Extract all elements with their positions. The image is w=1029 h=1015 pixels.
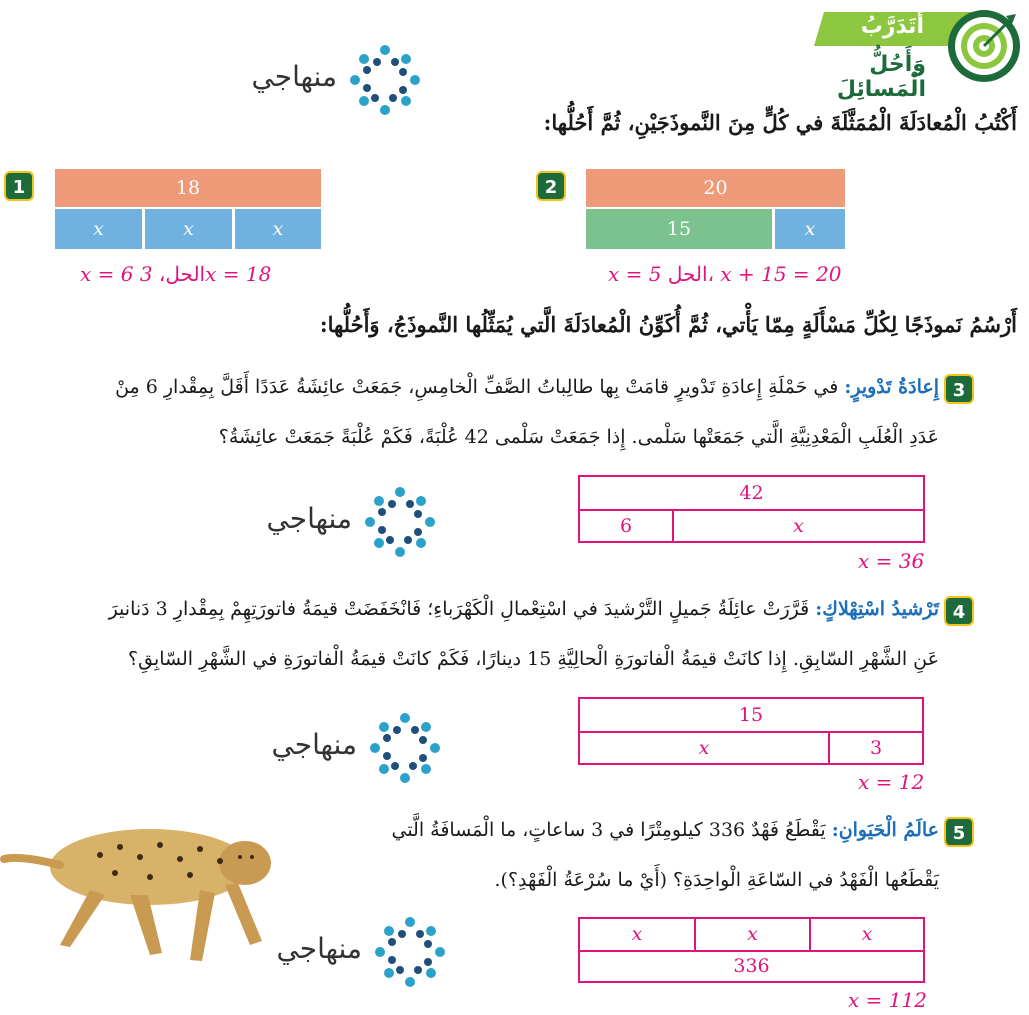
section-header-badge	[814, 8, 1024, 102]
problem5-title: عالَمُ الْحَيَوانِ:	[831, 819, 939, 841]
logo-text: منهاجي	[266, 502, 352, 535]
problem5-part-1: x	[631, 923, 643, 945]
problem3-total: 42	[739, 482, 764, 504]
manhaji-logo	[240, 482, 440, 562]
problem5-part-3: x	[861, 923, 873, 945]
question-number-2: 2	[536, 171, 566, 201]
model2-equation: x + 15 = 20	[720, 262, 842, 286]
problem3-model-table	[578, 475, 925, 543]
cheetah-image	[0, 795, 290, 975]
problem4-answer	[858, 770, 924, 794]
problem4-answer-text: x = 12	[858, 770, 925, 794]
problem5-part-2: x	[747, 923, 758, 945]
problem3-unknown: x	[793, 515, 804, 537]
model2-total-bar: 20	[586, 169, 845, 207]
problem3-line2: عَدَدِ الْعُلَبِ الْمَعْدِنِيَّةِ الَّتي جَمَعَتْها سَلْمى. إِذا جَمَعَتْ سَلْمى 42 عُلْبَةً، فَكَمْ عُلْبَةً جَمَعَتْ عائِشَةُ؟	[218, 426, 939, 448]
model2-answer: x = 5	[608, 262, 662, 286]
problem3-answer	[858, 549, 924, 573]
manhaji-emblem-icon	[370, 912, 450, 992]
model1-solution	[80, 262, 271, 286]
instruction-write-equations: أَكْتُبُ الْمُعادَلَةَ الْمُمَثَّلَةَ في كُلٍّ مِنَ النَّموذَجَيْنِ، ثُمَّ أَحُلُّها:	[543, 110, 1017, 135]
manhaji-emblem-icon	[360, 482, 440, 562]
problem5-line1	[391, 807, 939, 853]
question-number-4: 4	[944, 596, 974, 626]
model1-answer: x = 6	[80, 262, 134, 286]
problem5-text1: يَقْطَعُ فَهْدٌ 336 كيلومِتْرًا في 3 ساعاتٍ، ما الْمَسافَةُ الَّتي	[391, 819, 826, 841]
manhaji-logo	[245, 708, 445, 788]
model1-equation: 3x = 18	[139, 262, 272, 286]
problem5-model-table	[578, 917, 925, 983]
model2-known-part: 15	[586, 209, 772, 249]
problem4-difference: 3	[869, 737, 883, 759]
problem3-text1: في حَمْلَةِ إِعادَةِ تَدْويرٍ قامَتْ بِها طالِباتُ الصَّفِّ الْخامِسِ، جَمَعَتْ عائِشَةُ عَدَدًا أَقَلَّ بِمِقْدارِ 6 مِنْ	[115, 376, 839, 398]
model2-solution	[608, 262, 842, 286]
problem4-model-table	[578, 697, 924, 765]
question-number-1: 1	[4, 171, 34, 201]
model1-part-3: x	[235, 209, 321, 249]
header-title-bottom: وَأَحُلُّ الْمَسائِلَ	[836, 52, 926, 102]
problem5-answer-text: x = 112	[848, 988, 927, 1012]
model1-solution-label: الحل	[165, 262, 206, 286]
problem4-text1: قَرَّرَتْ عائِلَةُ جَميلٍ التَّرْشيدَ في اسْتِعْمالِ الْكَهْرَباءِ؛ فَانْخَفَضَتْ قيمَةُ فاتورَتِهِمْ بِمِقْدارِ 3 دَنانيرَ	[108, 598, 810, 620]
model2-sep: ،	[707, 262, 721, 286]
logo-text: منهاجي	[251, 60, 337, 93]
problem4-line1	[109, 586, 939, 632]
problem3-title: إِعادَةُ تَدْويرٍ:	[844, 376, 939, 398]
logo-text: منهاجي	[276, 932, 362, 965]
model1-total-bar: 18	[55, 169, 321, 207]
question-number-3: 3	[944, 374, 974, 404]
manhaji-emblem-icon	[365, 708, 445, 788]
manhaji-logo	[250, 912, 450, 992]
question-number-5: 5	[944, 817, 974, 847]
problem4-total: 15	[738, 704, 764, 726]
manhaji-emblem-icon	[345, 40, 425, 120]
model2-solution-label: الحل	[667, 262, 708, 286]
manhaji-logo	[225, 40, 425, 120]
model2-unknown-part: x	[775, 209, 845, 249]
problem5-total: 336	[733, 955, 770, 977]
header-title-top: أَتَدَرَّبُ	[860, 14, 924, 39]
model1-part-1: x	[55, 209, 142, 249]
problem3-answer-text: x = 36	[858, 549, 925, 573]
problem5-line2: يَقْطَعُها الْفَهْدُ في السّاعَةِ الْواحِدَةِ؟ (أَيْ ما سُرْعَةُ الْفَهْدِ؟).	[494, 869, 939, 891]
problem4-title: تَرْشيدُ اسْتِهْلاكٍ:	[815, 598, 939, 620]
instruction-draw-models: أَرْسُمُ نَموذَجًا لِكُلِّ مَسْأَلَةٍ مِمّا يَأْتي، ثُمَّ أُكَوِّنُ الْمُعادَلَةَ الَّتي يُمَثِّلُها النَّموذَجُ، وَأَحُلُّها:	[319, 312, 1017, 337]
logo-text: منهاجي	[271, 728, 357, 761]
problem3-line1	[115, 364, 939, 410]
model1-sep: ،	[152, 262, 166, 286]
problem5-answer	[848, 988, 927, 1012]
problem4-unknown: x	[698, 737, 710, 759]
model1-part-2: x	[145, 209, 232, 249]
problem3-difference: 6	[619, 515, 633, 537]
problem4-line2: عَنِ الشَّهْرِ السّابِقِ. إِذا كانَتْ قيمَةُ الْفاتورَةِ الْحالِيَّةِ 15 دينارًا، فَكَمْ كانَتْ قيمَةُ الْفاتورَةِ في الشَّهْرِ السّابِقِ؟	[128, 648, 939, 670]
